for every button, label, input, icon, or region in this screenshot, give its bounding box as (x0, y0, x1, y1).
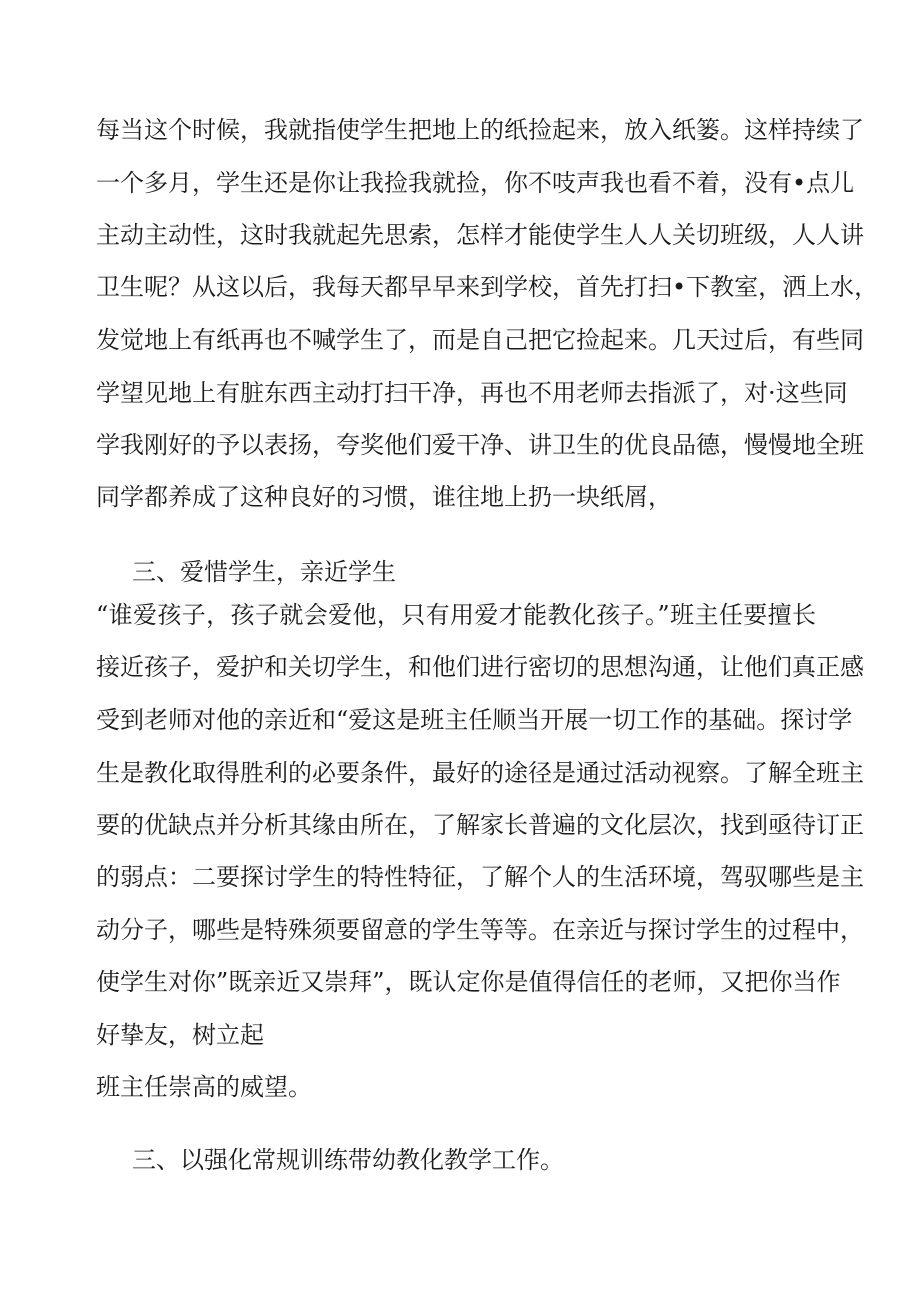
text-line: 要的优缺点并分析其缘由所在，了解家长普遍的文化层次，找到亟待订正 (96, 811, 864, 839)
text-line: 每当这个时候，我就指使学生把地上的纸捡起来，放入纸篓。这样持续了 (96, 116, 864, 144)
text-line: 学我刚好的予以表扬，夸奖他们爱干净、讲卫生的优良品德，慢慢地全班 (96, 431, 864, 459)
text-line: 发觉地上有纸再也不喊学生了，而是自己把它捡起来。几天过后，有些同 (96, 326, 864, 354)
text-line: 接近孩子，爱护和关切学生，和他们进行密切的思想沟通，让他们真正感 (96, 653, 864, 681)
text-line: “谁爱孩子，孩子就会爱他，只有用爱才能教化孩子。”班主任要擅长 (96, 601, 816, 629)
section-heading: 三、以强化常规训练带幼教化教学工作。 (132, 1146, 564, 1174)
text-line: 主动主动性，这时我就起先思索，怎样才能使学生人人关切班级，人人讲 (96, 221, 864, 249)
text-line: 一个多月，学生还是你让我捡我就捡，你不吱声我也看不着，没有•点儿 (96, 169, 855, 197)
text-line: 生是教化取得胜利的必要条件，最好的途径是通过活动视察。了解全班主 (96, 759, 864, 787)
text-line: 的弱点：二要探讨学生的特性特征，了解个人的生活环境，驾驭哪些是主 (96, 863, 864, 891)
text-line: 使学生对你”既亲近又崇拜”，既认定你是值得信任的老师，又把你当作 (96, 968, 841, 996)
section-heading: 三、爱惜学生，亲近学生 (132, 558, 396, 586)
text-line: 班主任崇高的威望。 (96, 1073, 312, 1101)
text-line: 学望见地上有脏东西主动打扫干净，再也不用老师去指派了，对·这些同 (96, 379, 848, 407)
text-line: 动分子，哪些是特殊须要留意的学生等等。在亲近与探讨学生的过程中， (96, 916, 864, 944)
text-line: 同学都养成了这种良好的习惯，谁往地上扔一块纸屑， (96, 483, 672, 511)
text-line: 受到老师对他的亲近和“爱这是班主任顺当开展一切工作的基础。探讨学 (96, 706, 853, 734)
text-line: 好挚友，树立起 (96, 1021, 264, 1049)
text-line: 卫生呢？从这以后，我每天都早早来到学校，首先打扫•下教室，洒上水， (96, 273, 879, 301)
